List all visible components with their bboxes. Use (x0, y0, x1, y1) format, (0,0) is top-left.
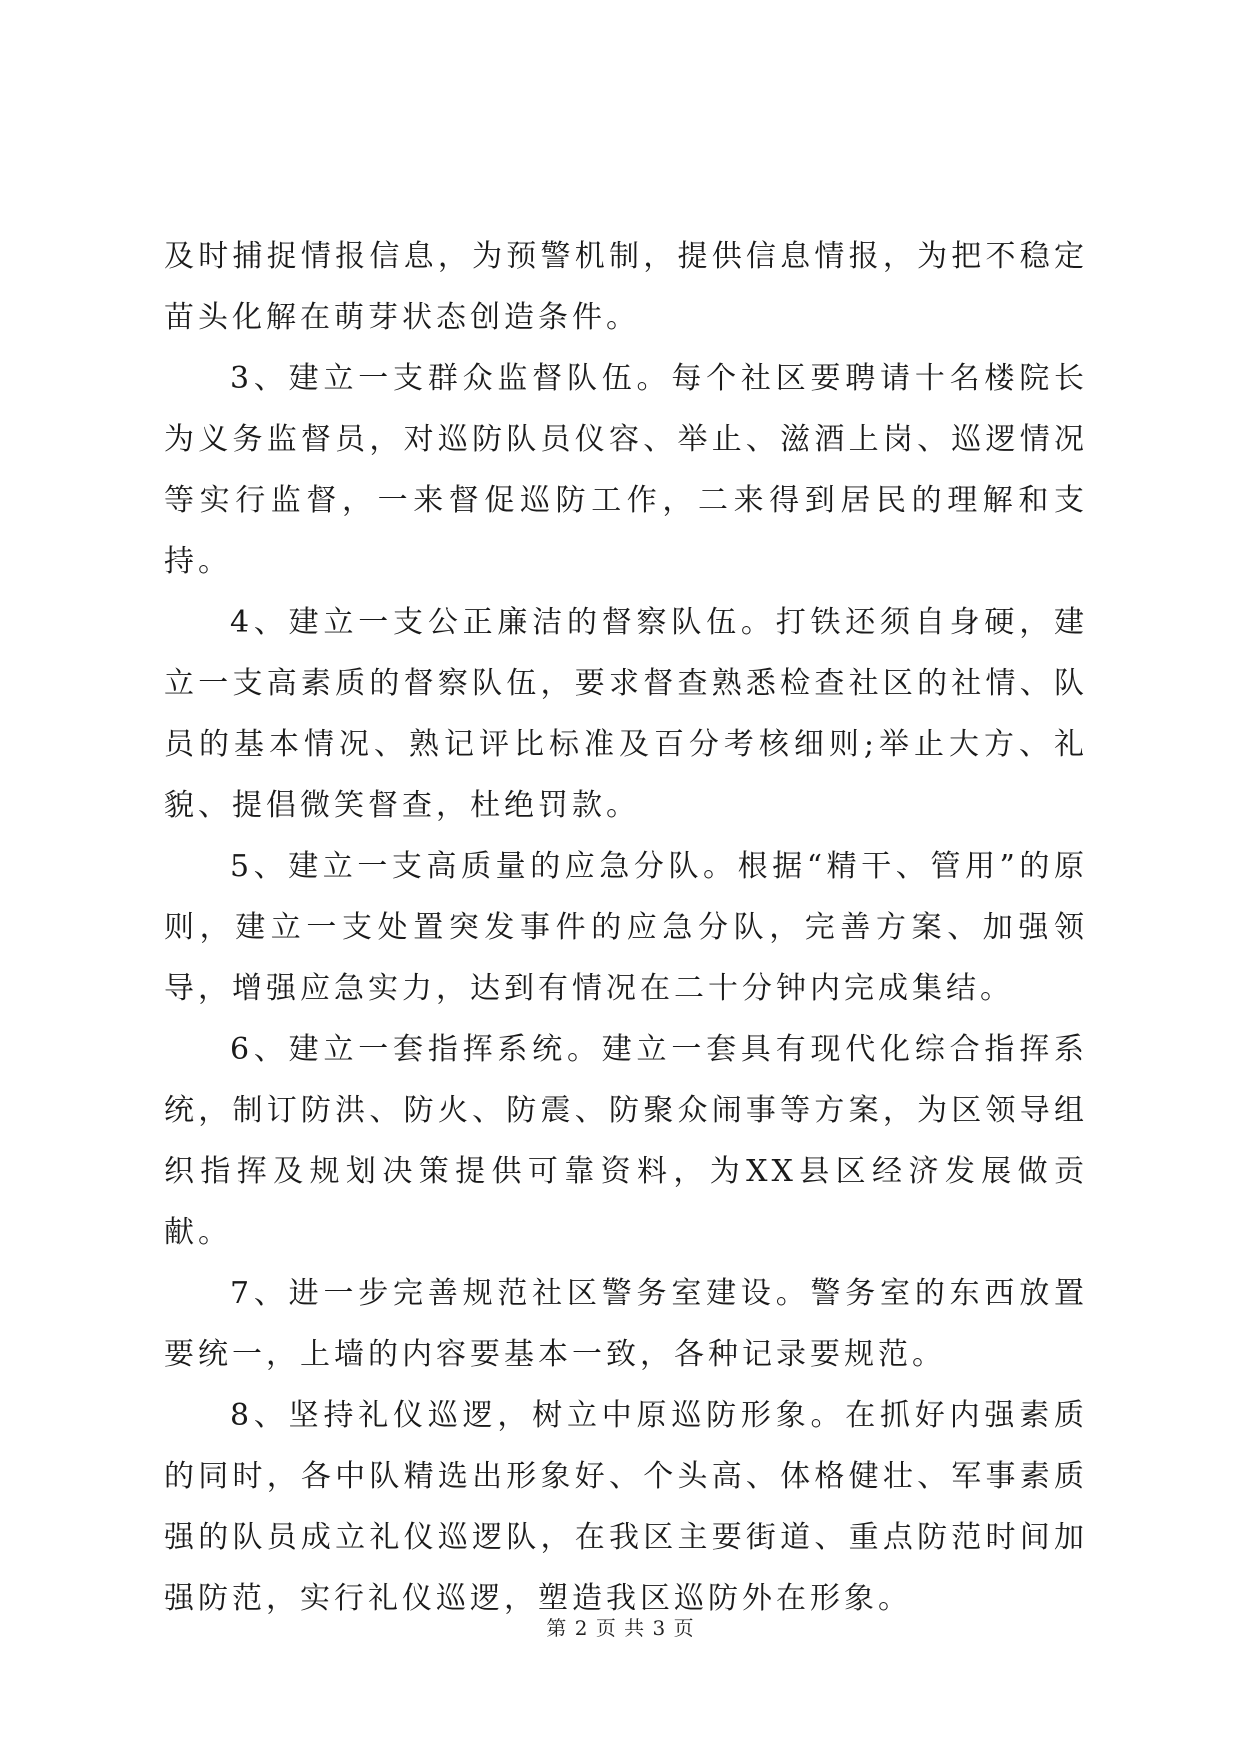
paragraph-item-3: 3、建立一支群众监督队伍。每个社区要聘请十名楼院长为义务监督员，对巡防队员仪容、举止、滋酒上岗、巡逻情况等实行监督，一来督促巡防工作，二来得到居民的理解和支持。 (164, 361, 1088, 579)
paragraph-item-5: 5、建立一支高质量的应急分队。根据“精干、管用”的原则，建立一支处置突发事件的应急分队，完善方案、加强领导，增强应急实力，达到有情况在二十分钟内完成集结。 (164, 849, 1088, 1006)
paragraph-item-6: 6、建立一套指挥系统。建立一套具有现代化综合指挥系统，制订防洪、防火、防震、防聚众闹事等方案，为区领导组织指挥及规划决策提供可靠资料，为XX县区经济发展做贡献。 (164, 1032, 1088, 1250)
page-number-footer: 第 2 页 共 3 页 (546, 1616, 695, 1640)
paragraph-continuation: 及时捕捉情报信息，为预警机制，提供信息情报，为把不稳定苗头化解在萌芽状态创造条件。 (164, 239, 1088, 335)
paragraph-item-8: 8、坚持礼仪巡逻，树立中原巡防形象。在抓好内强素质的同时，各中队精选出形象好、个头高、体格健壮、军事素质强的队员成立礼仪巡逻队，在我区主要街道、重点防范时间加强防范，实行礼仪巡逻，塑造我区巡防外在形象。 (164, 1398, 1088, 1616)
paragraph-item-7: 7、进一步完善规范社区警务室建设。警务室的东西放置要统一，上墙的内容要基本一致，各种记录要规范。 (164, 1276, 1088, 1372)
paragraph-item-4: 4、建立一支公正廉洁的督察队伍。打铁还须自身硬，建立一支高素质的督察队伍，要求督查熟悉检查社区的社情、队员的基本情况、熟记评比标准及百分考核细则;举止大方、礼貌、提倡微笑督查，杜绝罚款。 (164, 605, 1088, 823)
document-body (164, 226, 1088, 1629)
